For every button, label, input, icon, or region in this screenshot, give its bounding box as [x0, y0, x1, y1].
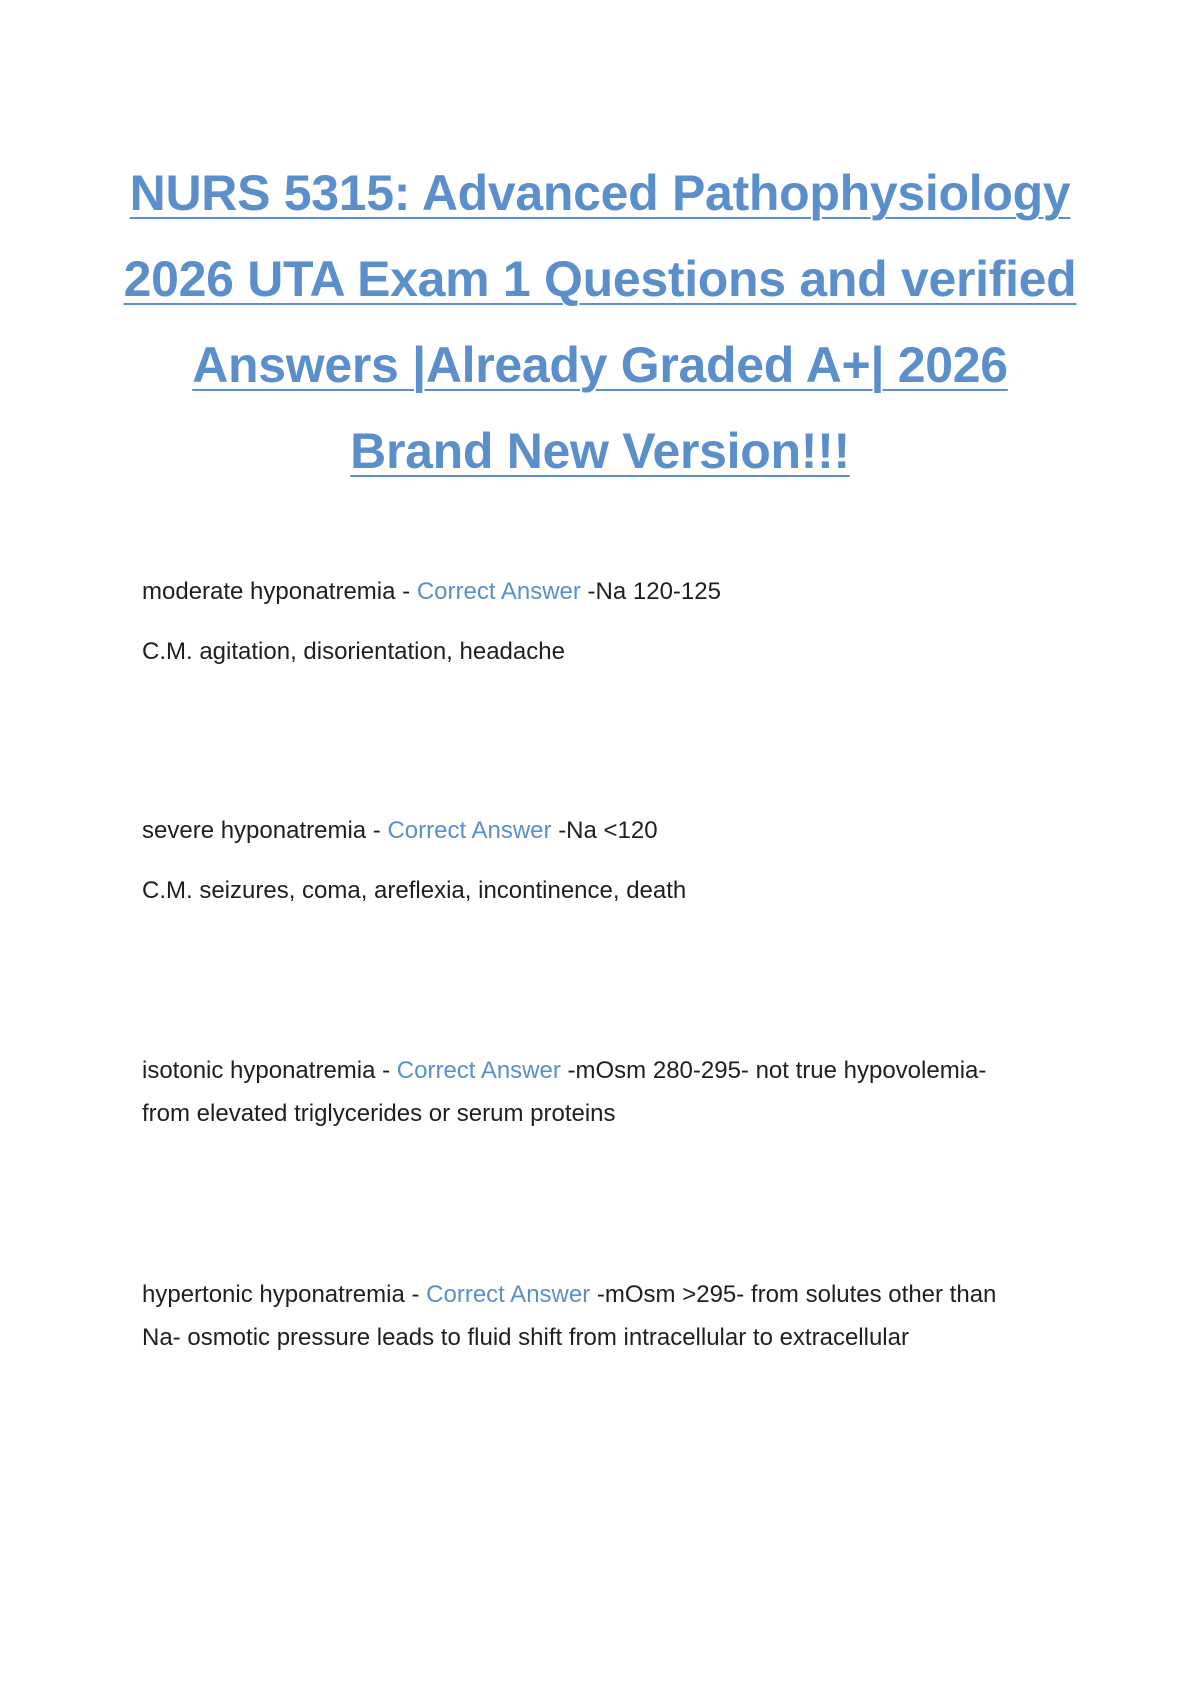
qa-answer-continuation: C.M. agitation, disorientation, headache — [142, 638, 565, 665]
qa-answer-continuation: Na- osmotic pressure leads to fluid shift from intracellular to extracellular — [142, 1324, 909, 1351]
qa-answer-continuation: C.M. seizures, coma, areflexia, incontinence, death — [142, 877, 687, 904]
document-title[interactable] — [120, 150, 1080, 494]
title-line-3: Answers |Already Graded A+| 2026 — [192, 337, 1008, 393]
qa-question-line — [142, 570, 1062, 613]
qa-term: hypertonic hyponatremia - — [142, 1281, 427, 1308]
qa-entry — [142, 570, 1062, 673]
qa-entry — [142, 1273, 1062, 1359]
qa-term: isotonic hyponatremia - — [142, 1057, 397, 1084]
qa-answer-text: -mOsm 280-295- not true hypovolemia- — [567, 1057, 987, 1084]
correct-answer-label: Correct Answer — [387, 817, 552, 844]
qa-question-line — [142, 809, 1062, 852]
qa-question-line — [142, 1049, 1062, 1092]
qa-question-line — [142, 1273, 1062, 1316]
qa-entry — [142, 809, 1062, 912]
correct-answer-label: Correct Answer — [416, 578, 581, 605]
qa-term: moderate hyponatremia - — [142, 578, 417, 605]
qa-answer-text: -Na <120 — [558, 817, 658, 844]
title-line-4: Brand New Version!!! — [350, 423, 850, 479]
correct-answer-label: Correct Answer — [426, 1281, 591, 1308]
title-line-2: 2026 UTA Exam 1 Questions and verified — [123, 251, 1077, 307]
qa-answer-text: -Na 120-125 — [587, 578, 721, 605]
correct-answer-label: Correct Answer — [396, 1057, 561, 1084]
qa-answer-text: -mOsm >295- from solutes other than — [596, 1281, 997, 1308]
qa-term: severe hyponatremia - — [142, 817, 388, 844]
qa-entry — [142, 1049, 1062, 1135]
qa-answer-continuation: from elevated triglycerides or serum proteins — [142, 1100, 616, 1127]
title-line-1: NURS 5315: Advanced Pathophysiology — [129, 165, 1071, 221]
